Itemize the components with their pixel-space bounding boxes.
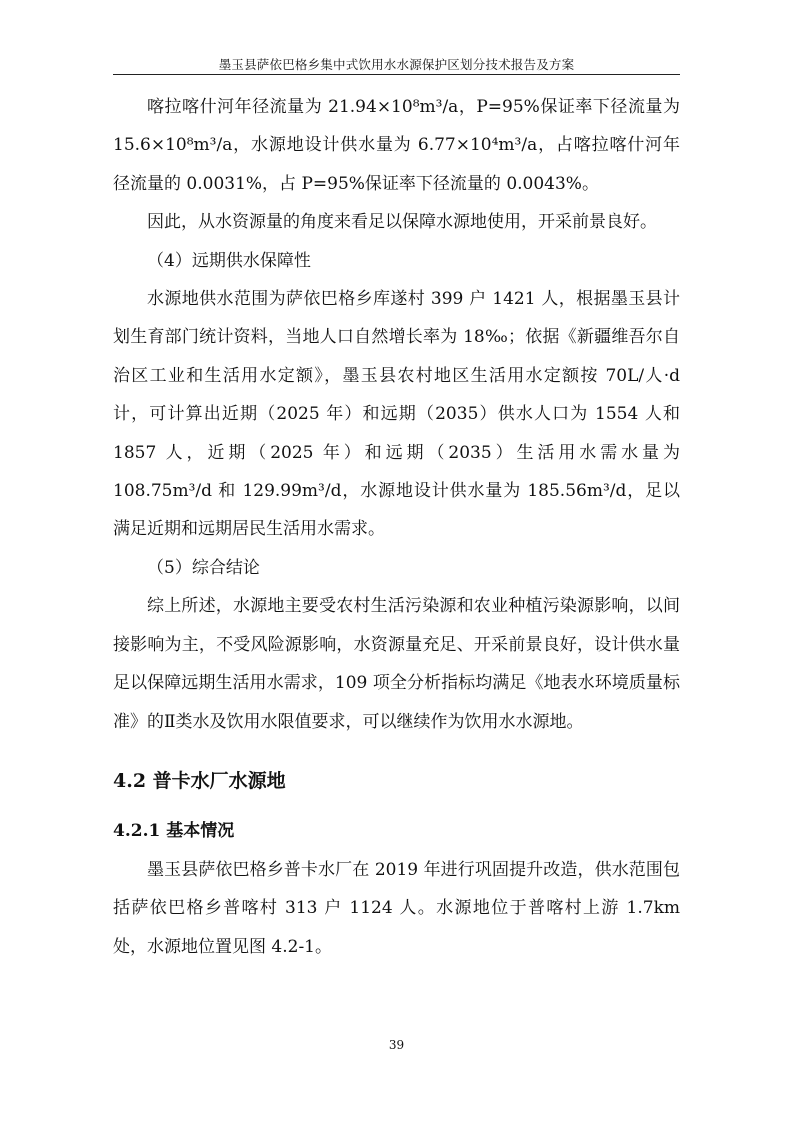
section-title: 4.2 普卡水厂水源地 <box>113 769 286 792</box>
paragraph-overall-conclusion: 综上所述，水源地主要受农村生活污染源和农业种植污染源影响，以间接影响为主，不受风险源影响，水资源量充足、开采前景良好，设计供水量足以保障远期生活用水需求，109 项全分析指标均满足《地表水环境质量标准》的Ⅱ类水及饮用水限值要求，可以继续作为饮用水水源地。 <box>113 596 680 732</box>
heading-overall-conclusion: （5）综合结论 <box>147 557 260 578</box>
page-number: 39 <box>388 1038 405 1052</box>
page-content <box>113 88 680 966</box>
header-rule <box>113 74 680 75</box>
page-header: 墨玉县萨依巴格乡集中式饮用水水源保护区划分技术报告及方案 <box>218 57 575 72</box>
subsection-title: 4.2.1 基本情况 <box>113 820 235 841</box>
paragraph-conclusion-resource: 因此，从水资源量的角度来看足以保障水源地使用，开采前景良好。 <box>147 212 657 233</box>
heading-long-term-supply: （4）远期供水保障性 <box>147 250 311 271</box>
paragraph-long-term-supply: 水源地供水范围为萨依巴格乡库遂村 399 户 1421 人，根据墨玉县计划生育部门统计资料，当地人口自然增长率为 18‰；依据《新疆维吾尔自治区工业和生活用水定额》，墨玉县农村地区生活用水定额按 70L/人·d 计，可计算出近期（2025 年）和远期（2035）供水人口为 1554 人和 1857 人，近期（2025 年）和远期（2035）生活用水需水量为 108.75m³/d 和 129.99m³/d，水源地设计供水量为 185.56m³/d，足以满足近期和远期居民生活用水需求。 <box>113 289 680 540</box>
paragraph-runoff: 喀拉喀什河年径流量为 21.94×10⁸m³/a，P=95%保证率下径流量为 15.6×10⁸m³/a，水源地设计供水量为 6.77×10⁴m³/a，占喀拉喀什河年径流量的 0.0031%，占 P=95%保证率下径流量的 0.0043%。 <box>113 97 680 194</box>
paragraph-basic-info: 墨玉县萨依巴格乡普卡水厂在 2019 年进行巩固提升改造，供水范围包括萨依巴格乡普喀村 313 户 1124 人。水源地位于普喀村上游 1.7km 处，水源地位置见图 4.2-1。 <box>113 859 680 957</box>
